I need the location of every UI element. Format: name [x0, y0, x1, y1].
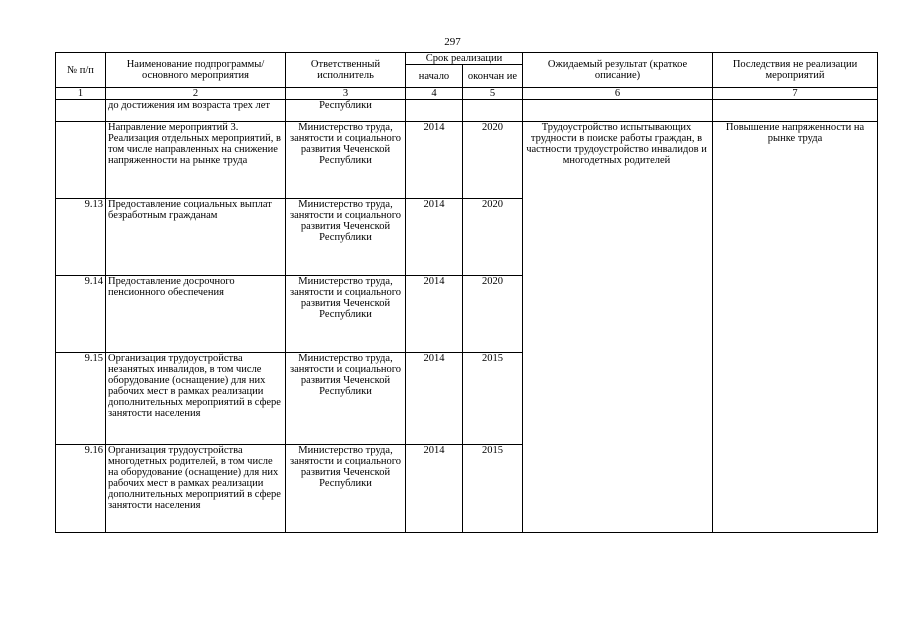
row-name: Организация трудоустройства многодетных родителей, в том числе на оборудование (оснащение) для них рабочих мест в рамках реализации дополнительных мероприятий в сфере занятости населения [106, 445, 286, 533]
row-name: Направление мероприятий 3. Реализация отдельных мероприятий, в том числе направленных на снижение напряженности на рынке труда [106, 122, 286, 199]
row-start: 2014 [406, 353, 463, 445]
row-responsible: Министерство труда, занятости и социального развития Чеченской Республики [286, 199, 406, 276]
expected-result: Трудоустройство испытывающих трудности в поиске работы граждан, в частности трудоустройство инвалидов и многодетных родителей [523, 122, 713, 533]
row-result-empty [523, 100, 713, 122]
row-number: 9.13 [56, 199, 106, 276]
row-consequence-empty [713, 100, 878, 122]
row-end: 2015 [463, 353, 523, 445]
row-name: Предоставление досрочного пенсионного обеспечения [106, 276, 286, 353]
row-responsible: Министерство труда, занятости и социального развития Чеченской Республики [286, 122, 406, 199]
header-start: начало [406, 65, 463, 88]
header-responsible: Ответственный исполнитель [286, 53, 406, 88]
row-end [463, 100, 523, 122]
row-start: 2014 [406, 199, 463, 276]
column-number: 3 [286, 88, 406, 100]
row-end: 2020 [463, 276, 523, 353]
row-start: 2014 [406, 122, 463, 199]
row-number [56, 122, 106, 199]
row-responsible: Министерство труда, занятости и социального развития Чеченской Республики [286, 445, 406, 533]
row-end: 2015 [463, 445, 523, 533]
header-name: Наименование подпрограммы/ основного мероприятия [106, 53, 286, 88]
activities-table [55, 52, 878, 533]
row-responsible: Республики [286, 100, 406, 122]
row-name: Организация трудоустройства незанятых инвалидов, в том числе оборудование (оснащение) для них рабочих мест в рамках реализации дополнительных мероприятий в сфере занятости населения [106, 353, 286, 445]
page-number: 297 [444, 36, 461, 48]
column-number: 1 [56, 88, 106, 100]
table-row [56, 100, 878, 122]
row-name: до достижения им возраста трех лет [106, 100, 286, 122]
row-name: Предоставление социальных выплат безработным гражданам [106, 199, 286, 276]
column-number-row [56, 88, 878, 100]
column-number: 7 [713, 88, 878, 100]
header-consequence: Последствия не реализации мероприятий [713, 53, 878, 88]
row-end: 2020 [463, 199, 523, 276]
header-end: окончан ие [463, 65, 523, 88]
row-start [406, 100, 463, 122]
row-responsible: Министерство труда, занятости и социального развития Чеченской Республики [286, 353, 406, 445]
row-number: 9.15 [56, 353, 106, 445]
header-result: Ожидаемый результат (краткое описание) [523, 53, 713, 88]
table-header-row [56, 53, 878, 65]
column-number: 2 [106, 88, 286, 100]
row-start: 2014 [406, 445, 463, 533]
header-number: № п/п [56, 53, 106, 88]
row-end: 2020 [463, 122, 523, 199]
column-number: 5 [463, 88, 523, 100]
row-number: 9.14 [56, 276, 106, 353]
header-term: Срок реализации [406, 53, 523, 65]
row-responsible: Министерство труда, занятости и социального развития Чеченской Республики [286, 276, 406, 353]
row-number [56, 100, 106, 122]
row-number: 9.16 [56, 445, 106, 533]
column-number: 6 [523, 88, 713, 100]
column-number: 4 [406, 88, 463, 100]
table-row [56, 122, 878, 199]
consequence: Повышение напряженности на рынке труда [713, 122, 878, 533]
row-start: 2014 [406, 276, 463, 353]
